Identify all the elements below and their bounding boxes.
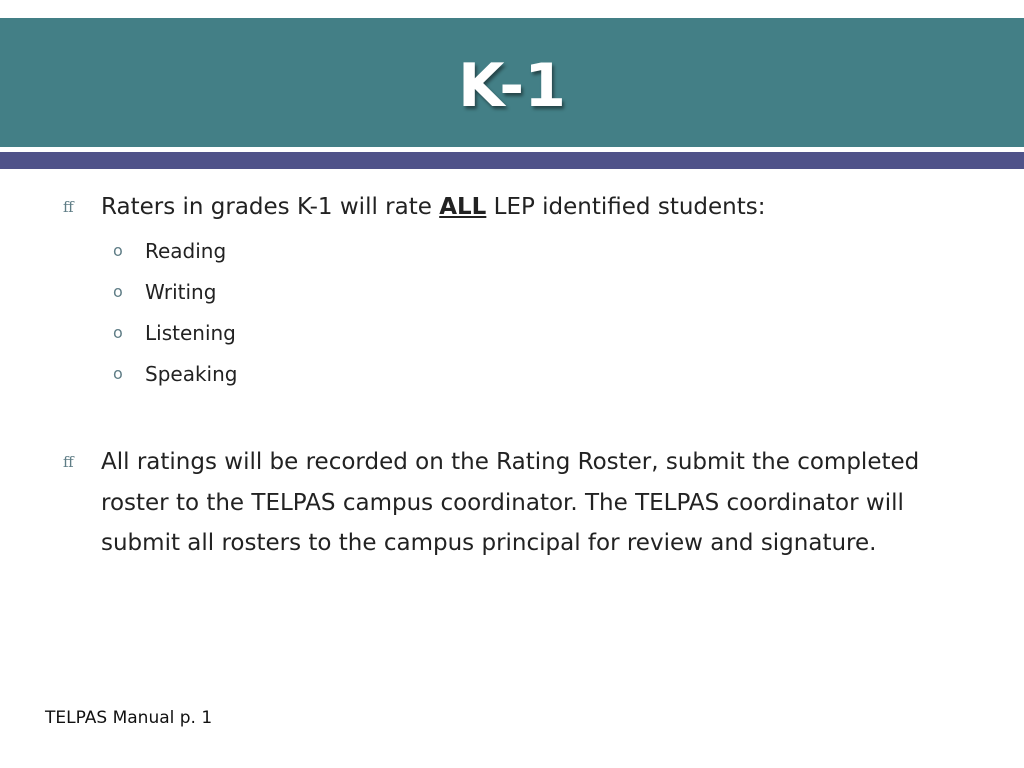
bullet-suffix: LEP identified students: bbox=[486, 194, 766, 220]
subitem-label: Reading bbox=[145, 239, 227, 263]
bullet-raters bbox=[63, 187, 963, 227]
subitem-label: Listening bbox=[145, 321, 236, 345]
circle-bullet-icon: o bbox=[113, 323, 123, 342]
footer-source: TELPAS Manual p. 1 bbox=[45, 708, 213, 728]
bullet-icon: ﬀ bbox=[63, 453, 74, 471]
bullet-text: All ratings will be recorded on the Rating Roster, submit the completed roster to the TELPAS campus coordinator. The TELPAS coordinator will submit all rosters to the campus principal for review and signature. bbox=[101, 449, 920, 556]
accent-band bbox=[0, 152, 1024, 169]
circle-bullet-icon: o bbox=[113, 241, 123, 260]
bullet-icon: ﬀ bbox=[63, 198, 74, 216]
circle-bullet-icon: o bbox=[113, 364, 123, 383]
subitem-label: Speaking bbox=[145, 362, 238, 386]
circle-bullet-icon: o bbox=[113, 282, 123, 301]
slide-title: K-1 bbox=[458, 51, 566, 121]
bullet-emphasis: ALL bbox=[439, 194, 487, 220]
bullet-ratings-roster bbox=[63, 442, 963, 612]
subitem-label: Writing bbox=[145, 280, 217, 304]
bullet-prefix: Raters in grades K-1 will rate bbox=[101, 194, 440, 220]
bullet-text bbox=[101, 187, 766, 227]
